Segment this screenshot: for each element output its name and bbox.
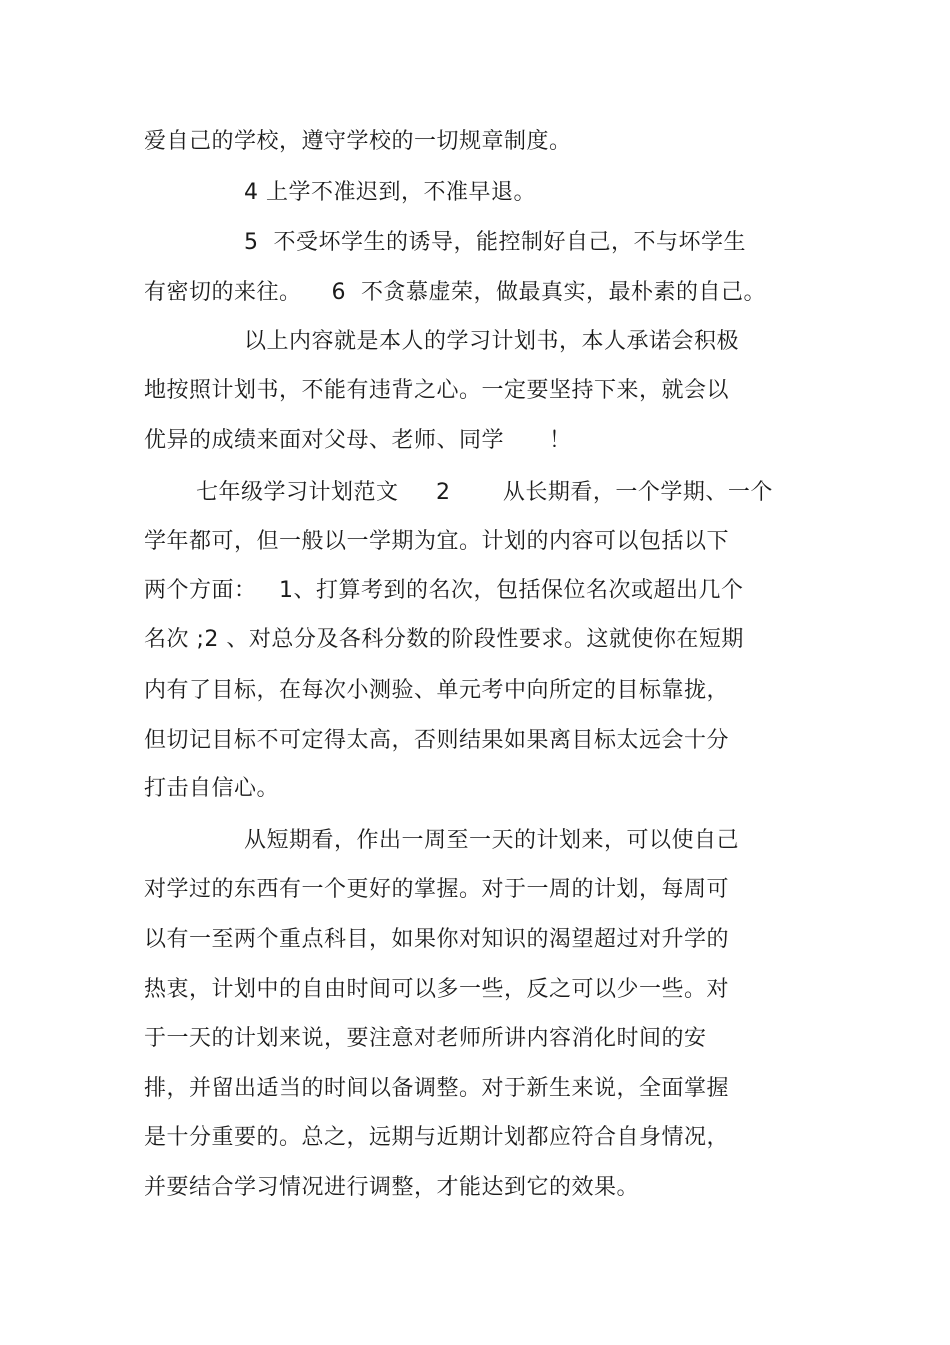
text-line: 打击自信心。 [144,776,280,801]
text-line: 两个方面： 1、打算考到的名次，包括保位名次或超出几个 [144,578,744,603]
text-line: 学年都可，但一般以一学期为宜。计划的内容可以包括以下 [144,529,730,554]
text-line: 排，并留出适当的时间以备调整。对于新生来说，全面掌握 [144,1076,730,1101]
text-line: 爱自己的学校，遵守学校的一切规章制度。 [144,129,572,154]
text-line: 是十分重要的。总之，远期与近期计划都应符合自身情况， [144,1125,730,1150]
text-line: 热衷，计划中的自由时间可以多一些，反之可以少一些。对 [144,977,730,1002]
text-line: 内有了目标，在每次小测验、单元考中向所定的目标靠拢， [144,678,730,703]
text-line: 对学过的东西有一个更好的掌握。对于一周的计划，每周可 [144,877,730,902]
text-line: 以上内容就是本人的学习计划书，本人承诺会积极 [244,329,740,354]
text-line: 优异的成绩来面对父母、老师、同学 ！ [144,428,572,453]
text-line: 地按照计划书，不能有违背之心。一定要坚持下来，就会以 [144,378,730,403]
text-line: 七年级学习计划范文 2 从长期看，一个学期、一个 [196,480,773,505]
text-line: 从短期看，作出一周至一天的计划来，可以使自己 [244,828,740,853]
text-line: 4 上学不准迟到，不准早退。 [244,180,536,205]
text-line: 5 不受坏学生的诱导，能控制好自己，不与坏学生 [244,230,746,255]
text-line: 名次 ;2 、对总分及各科分数的阶段性要求。这就使你在短期 [144,627,744,652]
text-line: 以有一至两个重点科目，如果你对知识的渴望超过对升学的 [144,927,730,952]
text-line: 于一天的计划来说，要注意对老师所讲内容消化时间的安 [144,1026,707,1051]
text-line: 有密切的来往。 6 不贪慕虚荣，做最真实，最朴素的自己。 [144,280,766,305]
text-line: 但切记目标不可定得太高，否则结果如果离目标太远会十分 [144,728,730,753]
text-line: 并要结合学习情况进行调整，才能达到它的效果。 [144,1175,640,1200]
